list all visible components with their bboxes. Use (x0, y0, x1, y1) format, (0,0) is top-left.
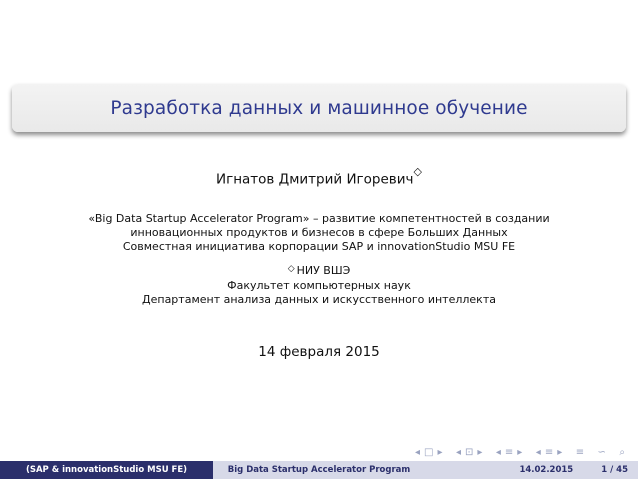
footer-date: 14.02.2015 (519, 465, 574, 475)
beamer-navigation-bar (415, 444, 625, 460)
nav-section-next-icon[interactable]: ▸ (517, 446, 523, 458)
nav-subsection-group (456, 447, 482, 458)
nav-document-group (536, 447, 562, 458)
slide-footer (0, 461, 638, 479)
nav-frame-prev-icon[interactable]: ◂ (415, 446, 421, 458)
institution-line-1 (0, 264, 638, 279)
nav-section-prev-icon[interactable]: ◂ (495, 446, 501, 458)
footer-author: (SAP & innovationStudio MSU FE) (0, 461, 213, 479)
nav-section-group (496, 447, 522, 458)
nav-document-icon[interactable]: ≡ (544, 446, 554, 458)
nav-subsection-prev-icon[interactable]: ◂ (455, 446, 461, 458)
slide-title: Разработка данных и машинное обучение (110, 97, 528, 119)
slide-title-box (12, 84, 626, 132)
program-line-1: «Big Data Startup Accelerator Program» – развитие компетентностей в создании (88, 212, 550, 225)
nav-frame-next-icon[interactable]: ▸ (437, 446, 443, 458)
program-description (0, 212, 638, 255)
institution-block (0, 264, 638, 308)
nav-section-icon[interactable]: ≡ (504, 446, 514, 458)
nav-back-icon[interactable]: ∽ (597, 446, 606, 458)
footer-date-page (425, 461, 638, 479)
nav-document-next-icon[interactable]: ▸ (557, 446, 563, 458)
institution-diamond-icon: ◇ (287, 264, 295, 274)
nav-frame-icon[interactable]: □ (424, 446, 434, 458)
institution-line-3: Департамент анализа данных и искусственного интеллекта (142, 293, 496, 307)
footer-page-number: 1 / 45 (601, 465, 628, 475)
institution-line-2: Факультет компьютерных наук (227, 279, 411, 293)
nav-search-icon[interactable]: ⌕ (619, 446, 625, 458)
presentation-date: 14 февраля 2015 (258, 344, 380, 360)
author-name: Игнатов Дмитрий Игоревич (216, 171, 414, 188)
nav-subsection-icon[interactable]: ⊡ (465, 446, 474, 458)
nav-frame-group (415, 447, 443, 458)
nav-subsection-next-icon[interactable]: ▸ (477, 446, 483, 458)
program-line-3: Совместная инициатива корпорации SAP и innovationStudio MSU FE (122, 240, 516, 254)
author-diamond-icon: ◇ (413, 165, 422, 178)
footer-short-title: Big Data Startup Accelerator Program (213, 461, 425, 479)
program-line-2: инновационных продуктов и бизнесов в сфере Больших Данных (130, 226, 508, 240)
institution-name: НИУ ВШЭ (296, 264, 351, 277)
author-line (0, 165, 638, 188)
nav-appendix-icon[interactable]: ≡ (575, 446, 585, 458)
nav-document-prev-icon[interactable]: ◂ (535, 446, 541, 458)
